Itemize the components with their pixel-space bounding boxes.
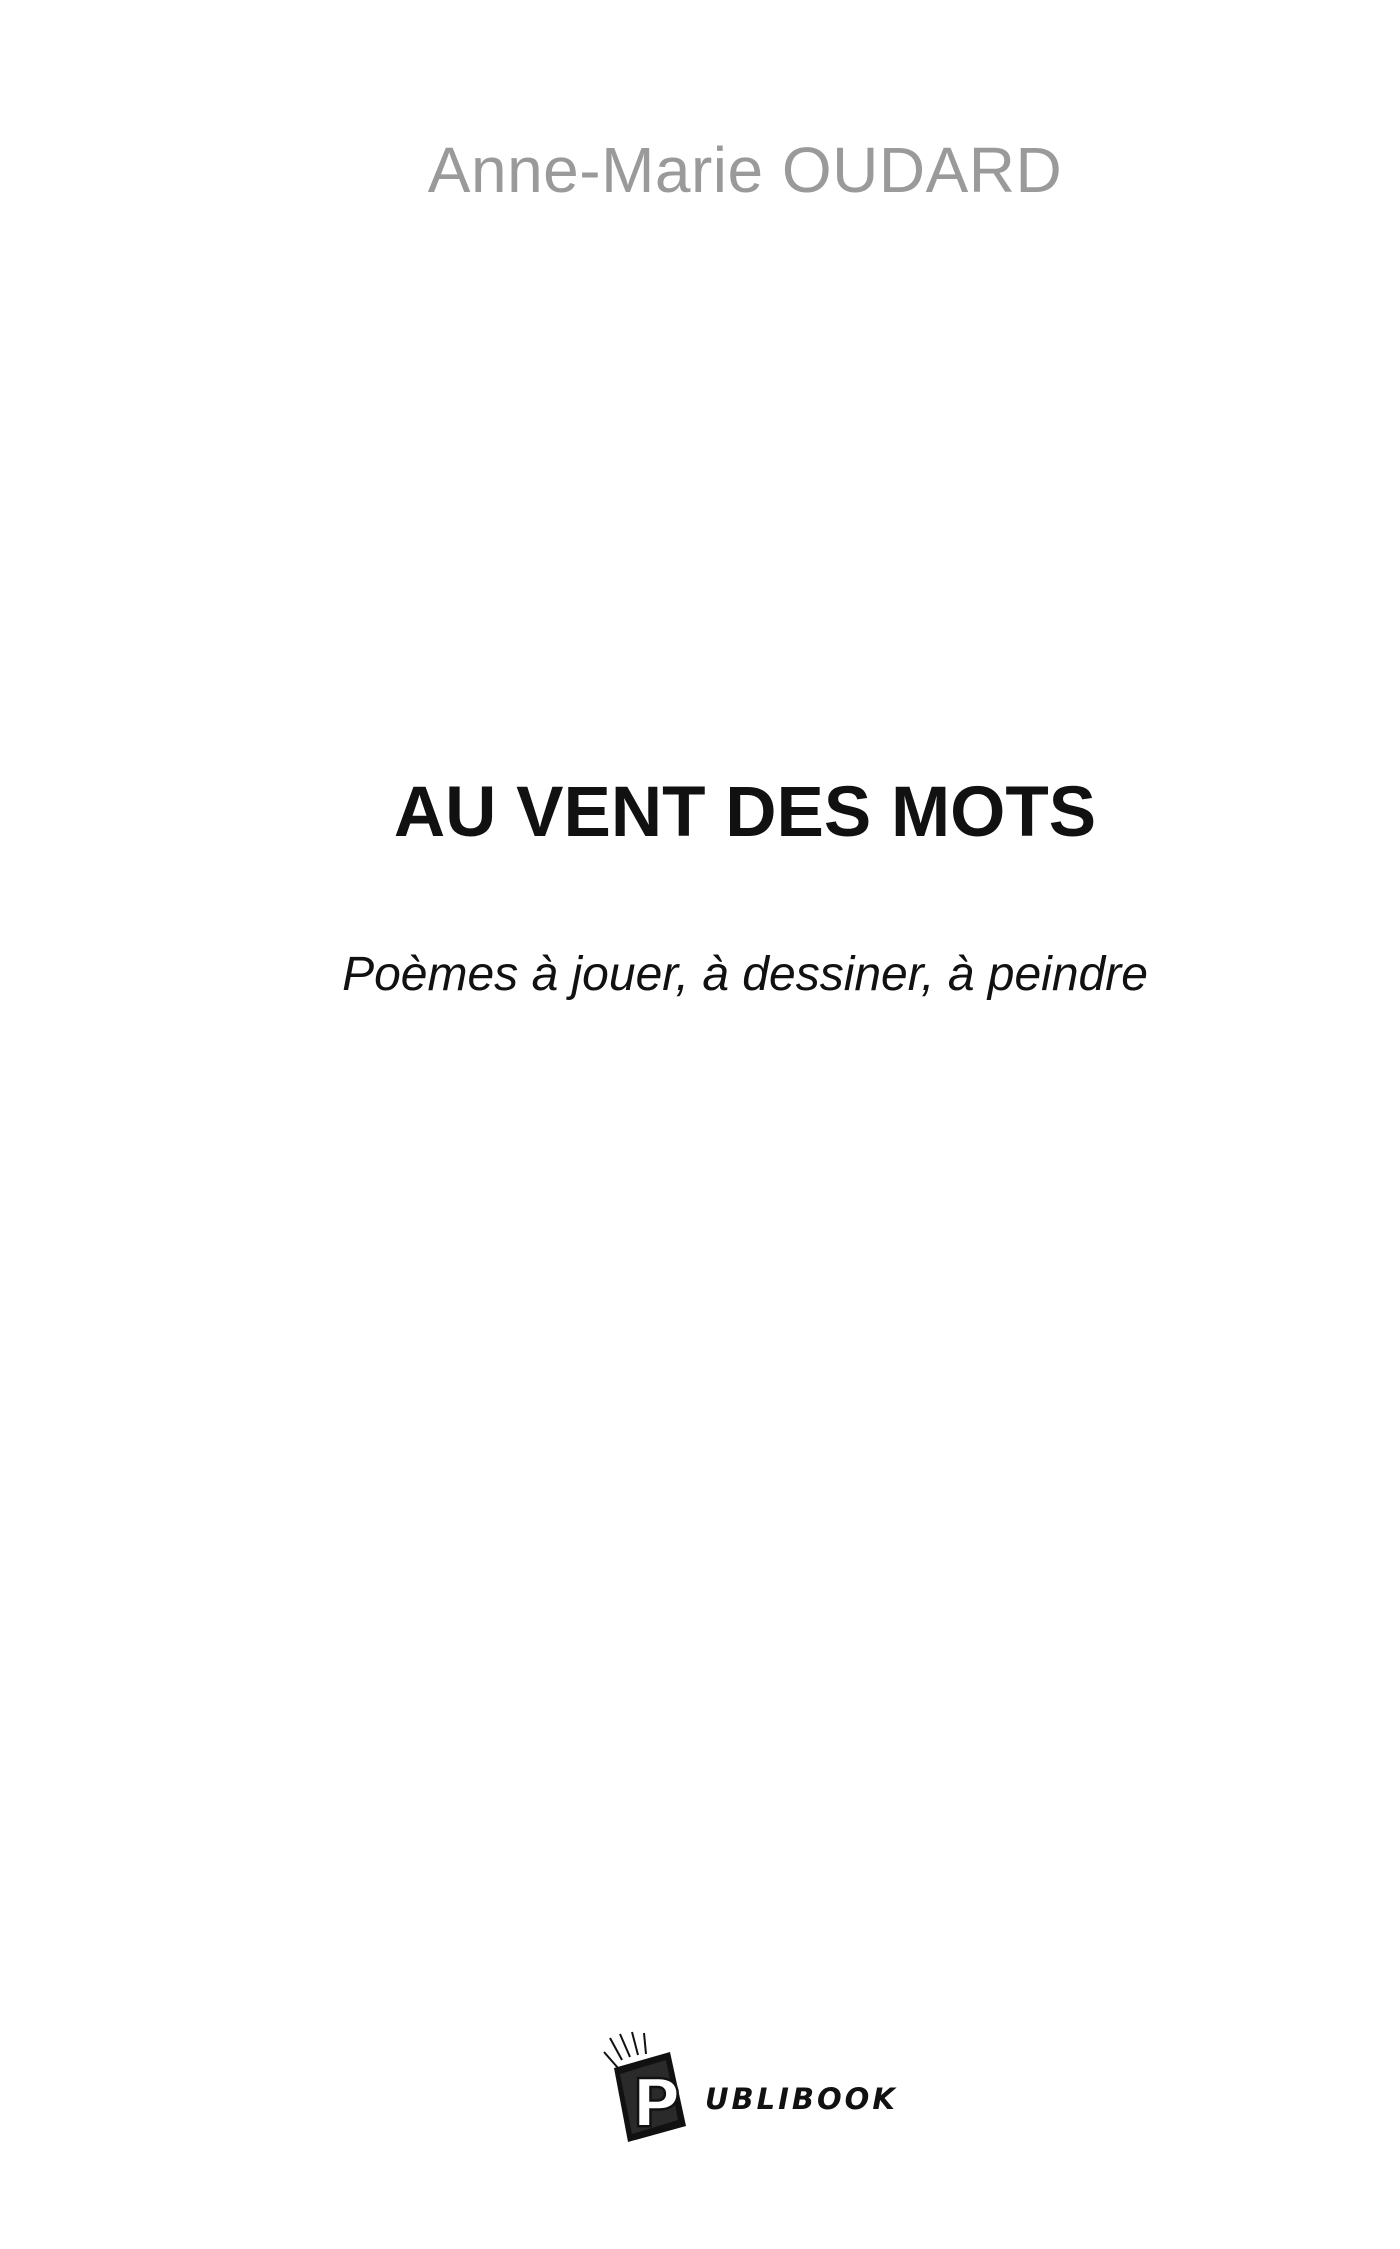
logo-initial: P bbox=[632, 2065, 681, 2142]
book-subtitle: Poèmes à jouer, à dessiner, à peindre bbox=[342, 948, 1148, 1001]
author-name: Anne-Marie OUDARD bbox=[427, 134, 1063, 206]
publisher-logo bbox=[600, 2030, 900, 2150]
book-title: AU VENT DES MOTS bbox=[393, 773, 1097, 852]
publisher-name: UBLIBOOK bbox=[705, 2082, 898, 2116]
